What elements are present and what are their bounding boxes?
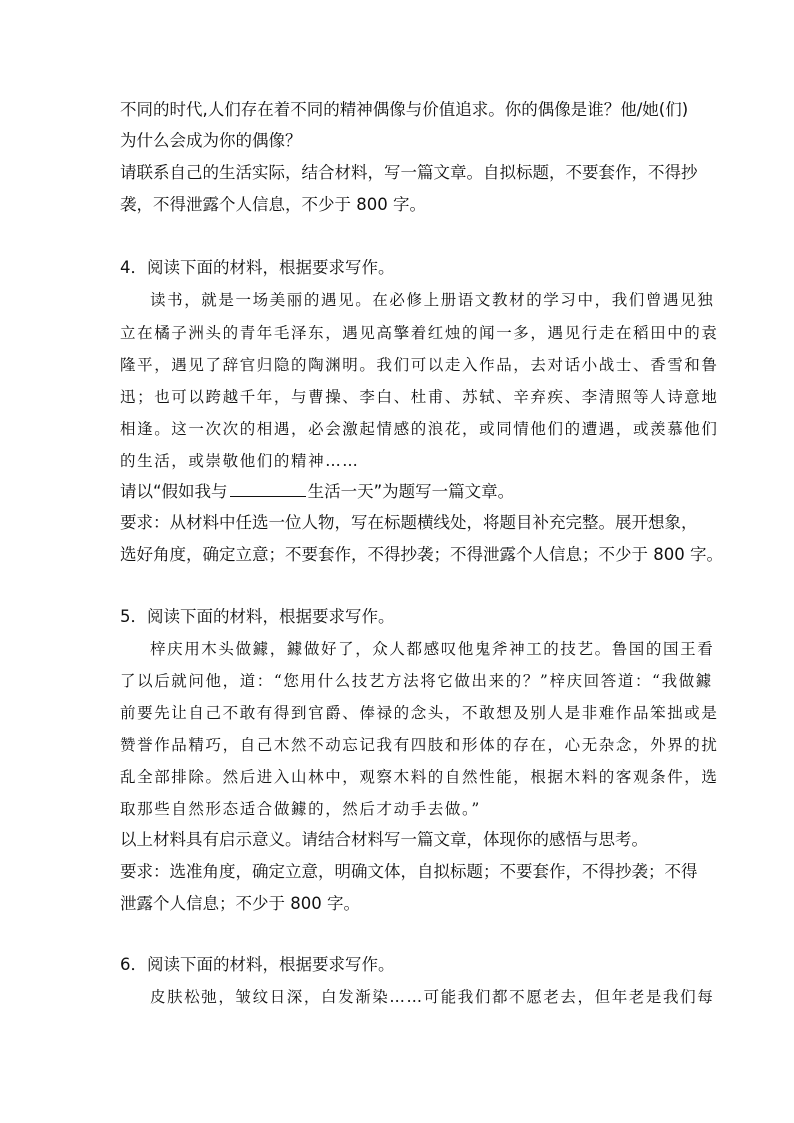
q5-material-line: 赞誉作品精巧，自己木然不动忘记我有四肢和形体的存在，心无杂念，外界的扰: [120, 736, 719, 754]
q5-material-line: 了以后就问他，道：“您用什么技艺方法将它做出来的？”梓庆回答道：“我做鐻: [120, 672, 713, 690]
intro-line-3: 请联系自己的生活实际，结合材料，写一篇文章。自拟标题，不要套作，不得抄: [120, 163, 698, 182]
q4-requirement-line-1: 要求：从材料中任选一位人物，写在标题横线处，将题目补充完整。展开想象，: [120, 513, 698, 532]
intro-line-1: 不同的时代,人们存在着不同的精神偶像与价值追求。你的偶像是谁？他/她(们): [120, 100, 689, 119]
q5-prompt: 以上材料具有启示意义。请结合材料写一篇文章，体现你的感悟与思考。: [120, 830, 648, 849]
q4-material-line: 的生活，或崇敬他们的精神……: [120, 452, 360, 470]
q5-material-line: 乱全部排除。然后进入山林中，观察木料的自然性能，根据木料的客观条件，选: [120, 768, 719, 786]
q4-prompt-before: 请以“假如我与: [120, 482, 228, 501]
q6-heading: 6．阅读下面的材料，根据要求写作。: [120, 955, 395, 974]
q5-heading: 5．阅读下面的材料，根据要求写作。: [120, 607, 395, 626]
q5-material-line: 前要先让自己不敢有得到官爵、俸禄的念头，不敢想及别人是非难作品笨拙或是: [120, 704, 719, 722]
q5-requirement-line-2: 泄露个人信息；不少于 800 字。: [120, 894, 360, 913]
q4-material-line: 读书，就是一场美丽的遇见。在必修上册语文教材的学习中，我们曾遇见独: [150, 291, 715, 309]
q4-heading: 4．阅读下面的材料，根据要求写作。: [120, 258, 395, 277]
q5-material-line: 梓庆用木头做鐻，鐻做好了，众人都感叹他鬼斧神工的技艺。鲁国的国王看: [150, 640, 715, 658]
intro-line-2: 为什么会成为你的偶像？: [120, 131, 302, 150]
q4-material-line: 相逢。这一次次的相遇，必会激起情感的浪花，或同情他们的遭遇，或羡慕他们: [120, 420, 719, 438]
q4-prompt-after: 生活一天”为题写一篇文章。: [307, 482, 515, 501]
title-blank-line: [230, 481, 306, 497]
q5-material-line: 取那些自然形态适合做鐻的，然后才动手去做。”: [120, 800, 481, 818]
q4-prompt: [120, 481, 514, 502]
q4-material-line: 隆平，遇见了辞官归隐的陶渊明。我们可以走入作品，去对话小战士、香雪和鲁: [120, 356, 719, 374]
intro-line-4: 袭，不得泄露个人信息，不少于 800 字。: [120, 195, 426, 214]
q6-material-line: 皮肤松弛，皱纹日深，白发渐染……可能我们都不愿老去，但年老是我们每: [150, 988, 715, 1006]
q5-requirement-line-1: 要求：选准角度，确定立意，明确文体，自拟标题；不要套作，不得抄袭；不得: [120, 862, 698, 881]
q4-material-line: 迅；也可以跨越千年，与曹操、李白、杜甫、苏轼、辛弃疾、李清照等人诗意地: [120, 388, 719, 406]
q4-requirement-line-2: 选好角度，确定立意；不要套作，不得抄袭；不得泄露个人信息；不少于 800 字。: [120, 545, 723, 564]
q4-material-line: 立在橘子洲头的青年毛泽东，遇见高擎着红烛的闻一多，遇见行走在稻田中的袁: [120, 324, 719, 342]
